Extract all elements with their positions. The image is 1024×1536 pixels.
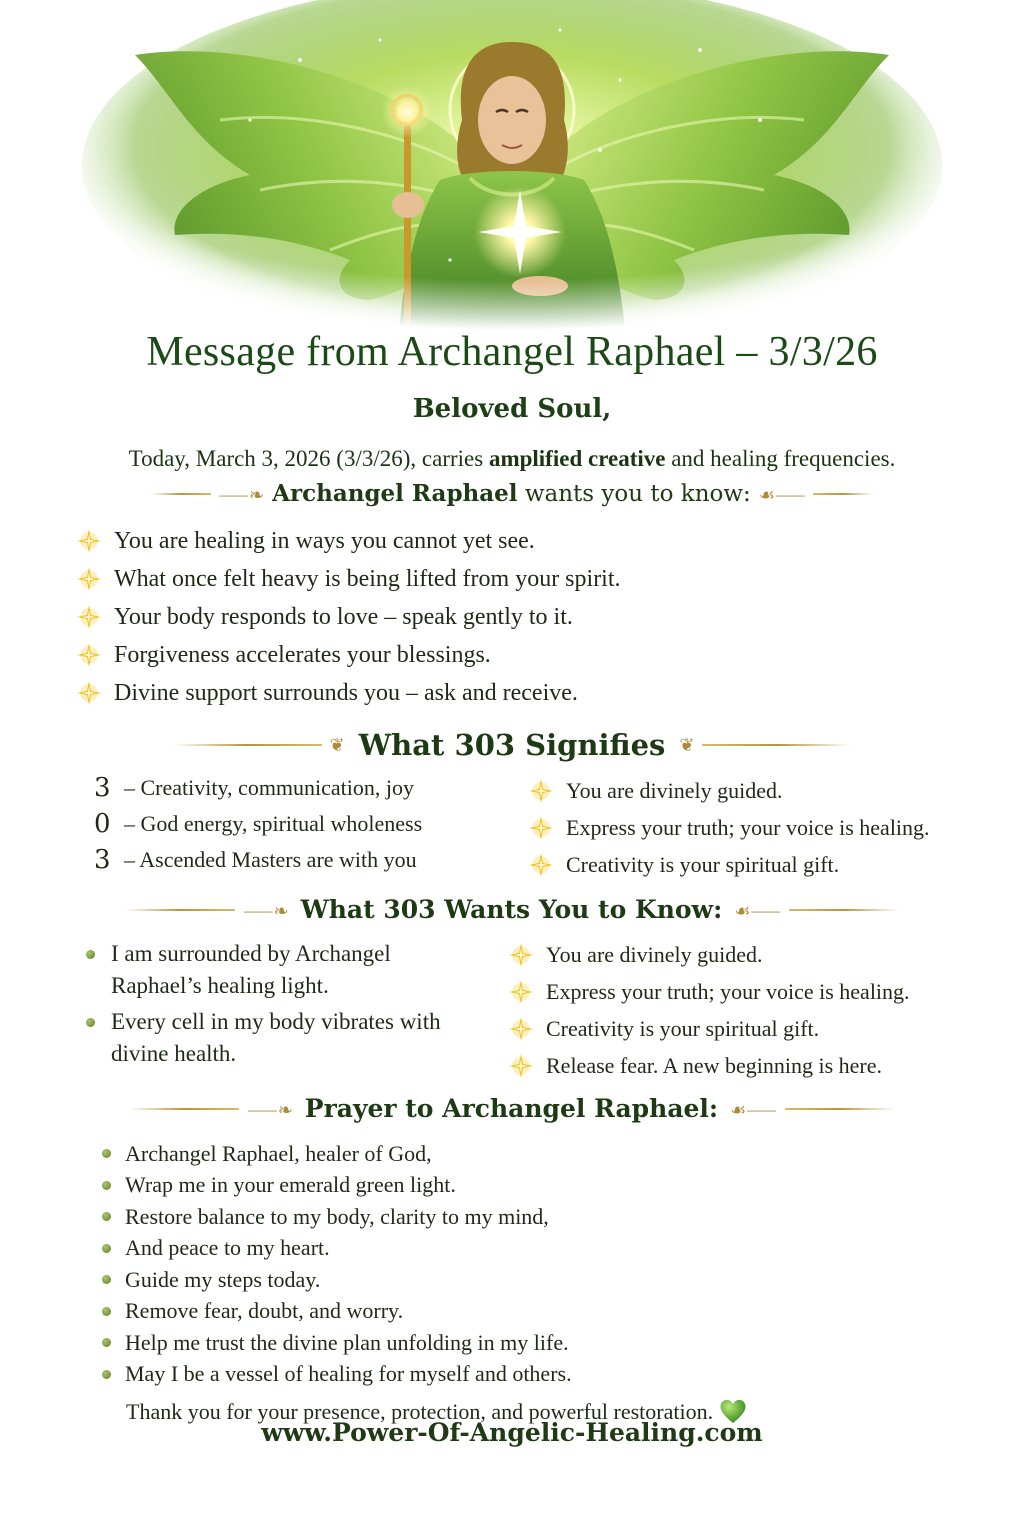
sparkle-star-icon <box>76 604 106 630</box>
list-item <box>94 842 422 878</box>
list-item-text: Forgiveness accelerates your blessings. <box>114 641 491 668</box>
angel-illustration <box>0 0 1024 330</box>
list-item-text: Help me trust the divine plan unfolding in my life. <box>125 1329 569 1355</box>
wants-heading: What 303 Wants You to Know: <box>300 895 723 924</box>
signifies-heading: What 303 Signifies <box>358 728 666 762</box>
sparkle-star-icon <box>508 979 538 1005</box>
list-item <box>508 1010 910 1047</box>
number-digit: 0 <box>94 809 111 839</box>
list-item <box>102 1233 572 1265</box>
sparkle-star-icon <box>528 852 558 878</box>
number-digit: 3 <box>94 773 111 803</box>
wants-affirmations <box>508 936 910 1084</box>
list-item <box>76 598 621 636</box>
list-item-text: Archangel Raphael, healer of God, <box>125 1140 432 1166</box>
greeting: Beloved Soul, <box>412 394 612 424</box>
know-heading-rest: wants you to know: <box>517 481 751 507</box>
bullet-dot-icon <box>102 1244 111 1253</box>
list-item-text: Wrap me in your emerald green light. <box>125 1172 456 1198</box>
divider-wants: ⸺❧ What 303 Wants You to Know: ☙⸺ <box>0 895 1024 924</box>
signifies-numbers <box>94 770 422 878</box>
number-digit: 3 <box>94 845 111 875</box>
sparkle-star-icon <box>508 1016 538 1042</box>
page-title: Message from Archangel Raphael – 3/3/26 <box>146 329 878 375</box>
list-item <box>76 674 621 712</box>
list-item <box>508 936 910 973</box>
list-item <box>102 1170 572 1202</box>
wants-bullets <box>86 938 466 1070</box>
bullet-dot-icon <box>102 1149 111 1158</box>
divider-prayer: ⸺❧ Prayer to Archangel Raphael: ☙⸺ <box>0 1094 1024 1123</box>
number-meaning: – God energy, spiritual wholeness <box>124 811 423 836</box>
list-item-text: Restore balance to my body, clarity to my mind, <box>125 1203 549 1229</box>
bullet-dot-icon <box>102 1275 111 1284</box>
sparkle-star-icon <box>76 680 106 706</box>
sparkle-star-icon <box>76 528 106 554</box>
list-item <box>94 770 422 806</box>
divider-know: ⸺❧ Archangel Raphael wants you to know: ☙⸺ <box>0 480 1024 507</box>
list-item <box>102 1201 572 1233</box>
list-item <box>102 1138 572 1170</box>
sparkle-star-icon <box>528 778 558 804</box>
list-item <box>76 522 621 560</box>
list-item-text: May I be a vessel of healing for myself and others. <box>125 1361 572 1387</box>
list-item-text: And peace to my heart. <box>125 1235 330 1261</box>
number-meaning: – Ascended Masters are with you <box>124 847 417 872</box>
bullet-dot-icon <box>86 1018 95 1027</box>
sparkle-star-icon <box>508 942 538 968</box>
list-item <box>508 1047 910 1084</box>
intro-part1: Today, March 3, 2026 (3/3/26), carries <box>128 446 489 471</box>
list-item <box>508 973 910 1010</box>
list-item-text: You are divinely guided. <box>566 777 783 803</box>
list-item-text: You are divinely guided. <box>546 941 763 967</box>
list-item <box>102 1264 572 1296</box>
list-item <box>86 1006 466 1070</box>
bullet-dot-icon <box>102 1181 111 1190</box>
website-link[interactable]: www.Power-Of-Angelic-Healing.com <box>261 1418 763 1447</box>
list-item <box>102 1359 572 1391</box>
intro-bold: amplified creative <box>488 446 666 471</box>
list-item <box>102 1296 572 1328</box>
list-item-text: Express your truth; your voice is healing. <box>566 814 930 840</box>
bullet-dot-icon <box>102 1370 111 1379</box>
list-item-text: I am surrounded by Archangel Raphael’s healing light. <box>111 941 391 998</box>
list-item <box>76 560 621 598</box>
sparkle-star-icon <box>528 815 558 841</box>
list-item-text: Remove fear, doubt, and worry. <box>125 1298 404 1324</box>
signifies-affirmations <box>528 772 930 883</box>
list-item <box>76 636 621 674</box>
list-item <box>94 806 422 842</box>
list-item-text: Your body responds to love – speak gently to it. <box>114 603 573 630</box>
bullet-dot-icon <box>102 1212 111 1221</box>
list-item <box>528 809 930 846</box>
list-item-text: Every cell in my body vibrates with divine health. <box>111 1009 441 1066</box>
list-item <box>86 938 466 1002</box>
prayer-closing-text: Thank you for your presence, protection, and powerful restoration. <box>126 1399 714 1424</box>
know-heading-bold: Archangel Raphael <box>272 480 518 507</box>
know-list <box>76 522 621 712</box>
intro-text <box>0 446 1024 472</box>
list-item-text: Release fear. A new beginning is here. <box>546 1052 883 1078</box>
list-item-text: Divine support surrounds you – ask and receive. <box>114 679 578 706</box>
list-item-text: Guide my steps today. <box>125 1266 321 1292</box>
bullet-dot-icon <box>86 950 95 959</box>
list-item-text: What once felt heavy is being lifted from your spirit. <box>114 565 621 592</box>
intro-part2: and healing frequencies. <box>665 446 896 471</box>
sparkle-star-icon <box>76 642 106 668</box>
sparkle-star-icon <box>508 1053 538 1079</box>
list-item <box>102 1327 572 1359</box>
prayer-heading: Prayer to Archangel Raphael: <box>304 1094 719 1123</box>
list-item <box>528 772 930 809</box>
prayer-lines <box>102 1138 572 1390</box>
divider-signifies: ❦ What 303 Signifies ❦ <box>0 728 1024 762</box>
bullet-dot-icon <box>102 1338 111 1347</box>
bullet-dot-icon <box>102 1307 111 1316</box>
list-item <box>528 846 930 883</box>
sparkle-star-icon <box>76 566 106 592</box>
list-item-text: Creativity is your spiritual gift. <box>566 851 840 877</box>
number-meaning: – Creativity, communication, joy <box>124 775 415 800</box>
list-item-text: Creativity is your spiritual gift. <box>546 1015 820 1041</box>
list-item-text: Express your truth; your voice is healing. <box>546 978 910 1004</box>
list-item-text: You are healing in ways you cannot yet see. <box>114 527 535 554</box>
know-heading <box>272 480 751 507</box>
